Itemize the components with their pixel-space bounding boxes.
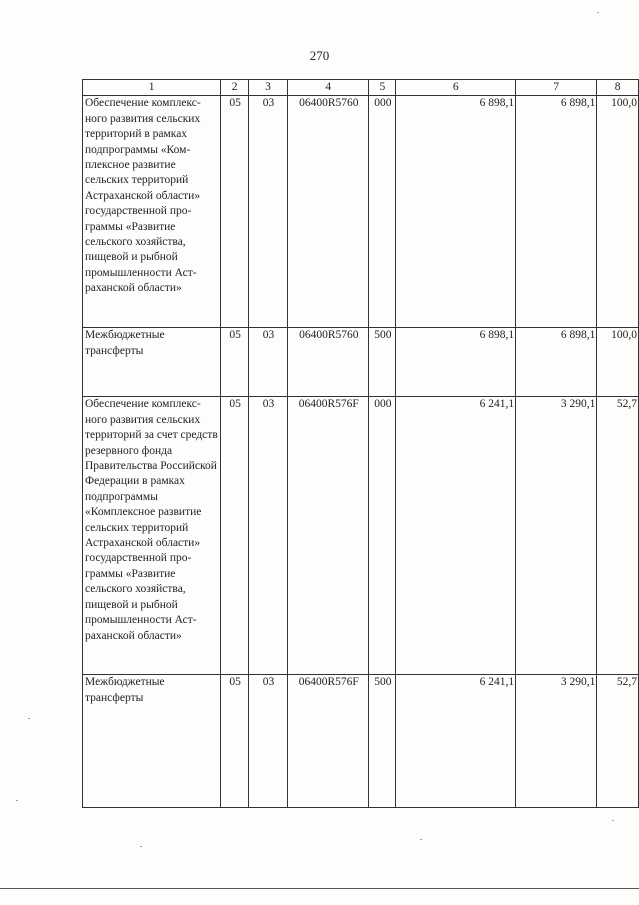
expense-type-code: 500: [369, 328, 396, 397]
execution-percent: 100,0: [597, 96, 639, 328]
page-number: 270: [309, 48, 330, 63]
execution-percent: 52,7: [597, 397, 639, 675]
target-article-code: 06400R5760: [288, 96, 369, 328]
scan-speck: [612, 820, 614, 821]
table-row: [83, 328, 639, 397]
executed-amount: 6 898,1: [516, 96, 597, 328]
header-cell: 4: [288, 80, 369, 96]
planned-amount: 6 241,1: [396, 397, 516, 675]
subsection-code: 03: [248, 96, 287, 328]
header-cell: 6: [396, 80, 516, 96]
planned-amount: 6 898,1: [396, 96, 516, 328]
header-cell: 2: [221, 80, 249, 96]
planned-amount: 6 241,1: [396, 675, 516, 808]
expense-type-code: 500: [369, 675, 396, 808]
section-code: 05: [221, 675, 249, 808]
target-article-code: 06400R576F: [288, 397, 369, 675]
planned-amount: 6 898,1: [396, 328, 516, 397]
scan-speck: [16, 800, 18, 801]
target-article-code: 06400R5760: [288, 328, 369, 397]
scan-speck: [28, 718, 30, 719]
execution-percent: 52,7: [597, 675, 639, 808]
expense-type-code: 000: [369, 96, 396, 328]
target-article-code: 06400R576F: [288, 675, 369, 808]
item-name: Обеспечение комплекс-ного развития сельских территорий за счет средств резервного фонда Правительства Российской Федерации в рамках подпрограммы «Комплексное развитие сельских территорий Астраханской области» государственной про-граммы «Развитие сельского хозяйства, пищевой и рыбной промышленности Аст-раханской области»: [83, 397, 221, 675]
header-cell: 8: [597, 80, 639, 96]
item-name: Межбюджетные трансферты: [83, 675, 221, 808]
table-row: [83, 675, 639, 808]
bottom-divider: [0, 888, 639, 889]
executed-amount: 6 898,1: [516, 328, 597, 397]
section-code: 05: [221, 397, 249, 675]
header-cell: 5: [369, 80, 396, 96]
item-name: Обеспечение комплекс-ного развития сельских территорий в рамках подпрограммы «Ком-плексное развитие сельских территорий Астраханской области» государственной про-граммы «Развитие сельского хозяйства, пищевой и рыбной промышленности Аст-раханской области»: [83, 96, 221, 328]
item-name: Межбюджетные трансферты: [83, 328, 221, 397]
header-cell: 7: [516, 80, 597, 96]
subsection-code: 03: [248, 328, 287, 397]
table-row: [83, 96, 639, 328]
scan-speck: [420, 839, 422, 840]
executed-amount: 3 290,1: [516, 675, 597, 808]
expense-type-code: 000: [369, 397, 396, 675]
header-cell: 3: [248, 80, 287, 96]
scan-speck: [140, 846, 142, 847]
subsection-code: 03: [248, 397, 287, 675]
budget-table: [82, 79, 639, 808]
table-row: [83, 397, 639, 675]
section-code: 05: [221, 328, 249, 397]
execution-percent: 100,0: [597, 328, 639, 397]
table-header-row: [83, 80, 639, 96]
subsection-code: 03: [248, 675, 287, 808]
section-code: 05: [221, 96, 249, 328]
executed-amount: 3 290,1: [516, 397, 597, 675]
scan-speck: [597, 12, 599, 13]
header-cell: 1: [83, 80, 221, 96]
